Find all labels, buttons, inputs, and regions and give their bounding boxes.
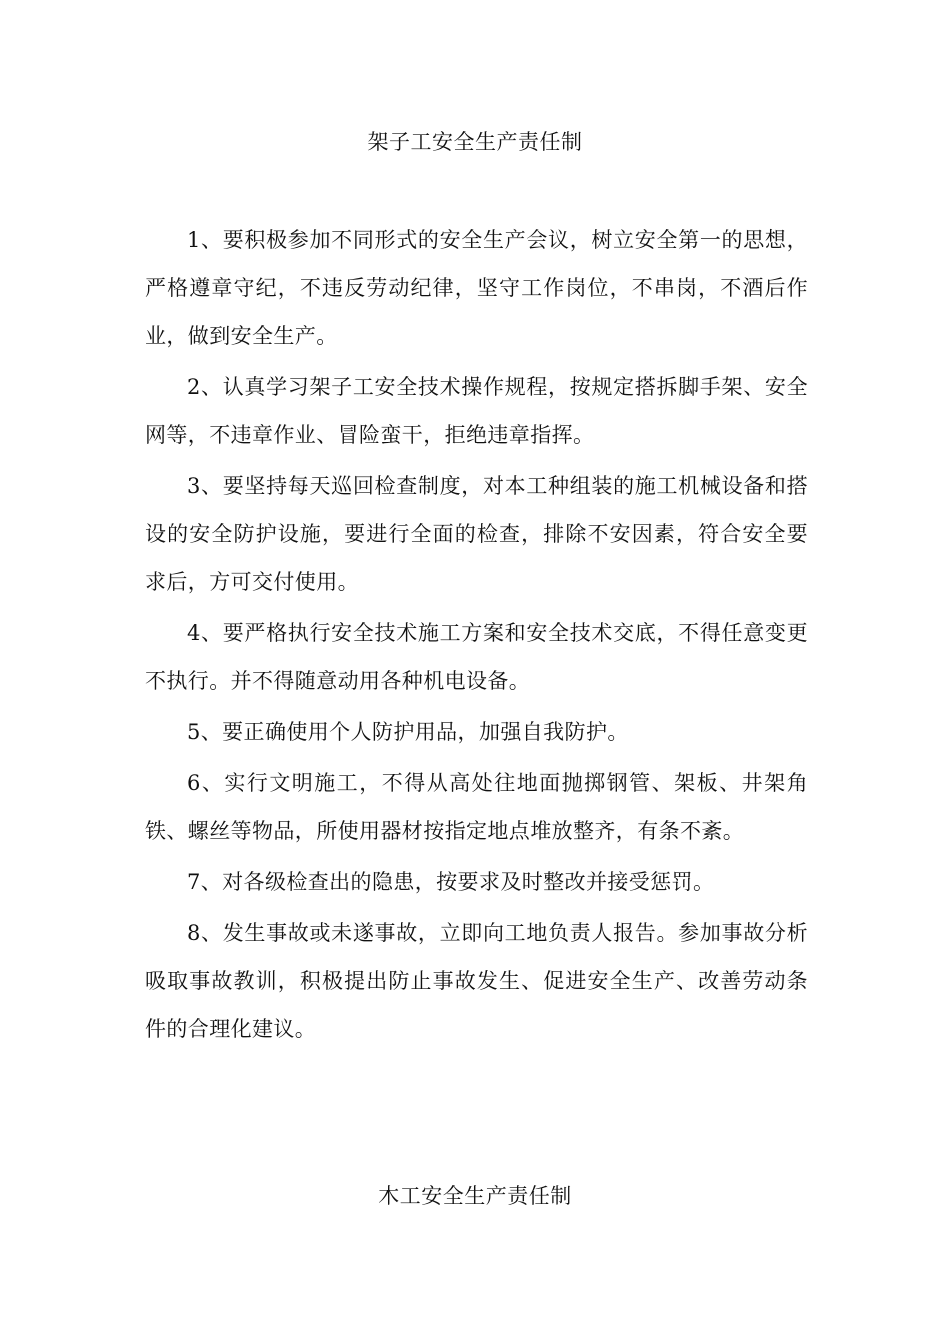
paragraph-4: 4、要严格执行安全技术施工方案和安全技术交底，不得任意变更不执行。并不得随意动用各种机电设备。 bbox=[145, 621, 808, 693]
document-body bbox=[145, 216, 808, 1056]
paragraph-6: 6、实行文明施工，不得从高处往地面抛掷钢管、架板、井架角铁、螺丝等物品，所使用器材按指定地点堆放整齐，有条不紊。 bbox=[145, 771, 808, 843]
paragraph-7: 7、对各级检查出的隐患，按要求及时整改并接受惩罚。 bbox=[187, 870, 715, 894]
paragraph-8: 8、发生事故或未遂事故，立即向工地负责人报告。参加事故分析吸取事故教训，积极提出防止事故发生、促进安全生产、改善劳动条件的合理化建议。 bbox=[145, 921, 808, 1041]
next-section-title: 木工安全生产责任制 bbox=[378, 1184, 572, 1208]
paragraph-3: 3、要坚持每天巡回检查制度，对本工种组装的施工机械设备和搭设的安全防护设施，要进行全面的检查，排除不安因素，符合安全要求后，方可交付使用。 bbox=[145, 474, 808, 594]
document-title: 架子工安全生产责任制 bbox=[367, 130, 583, 154]
paragraph-5: 5、要正确使用个人防护用品，加强自我防护。 bbox=[187, 720, 629, 744]
paragraph-1: 1、要积极参加不同形式的安全生产会议，树立安全第一的思想，严格遵章守纪，不违反劳动纪律，坚守工作岗位，不串岗，不酒后作业，做到安全生产。 bbox=[145, 228, 808, 348]
paragraph-2: 2、认真学习架子工安全技术操作规程，按规定搭拆脚手架、安全网等，不违章作业、冒险蛮干，拒绝违章指挥。 bbox=[145, 375, 808, 447]
